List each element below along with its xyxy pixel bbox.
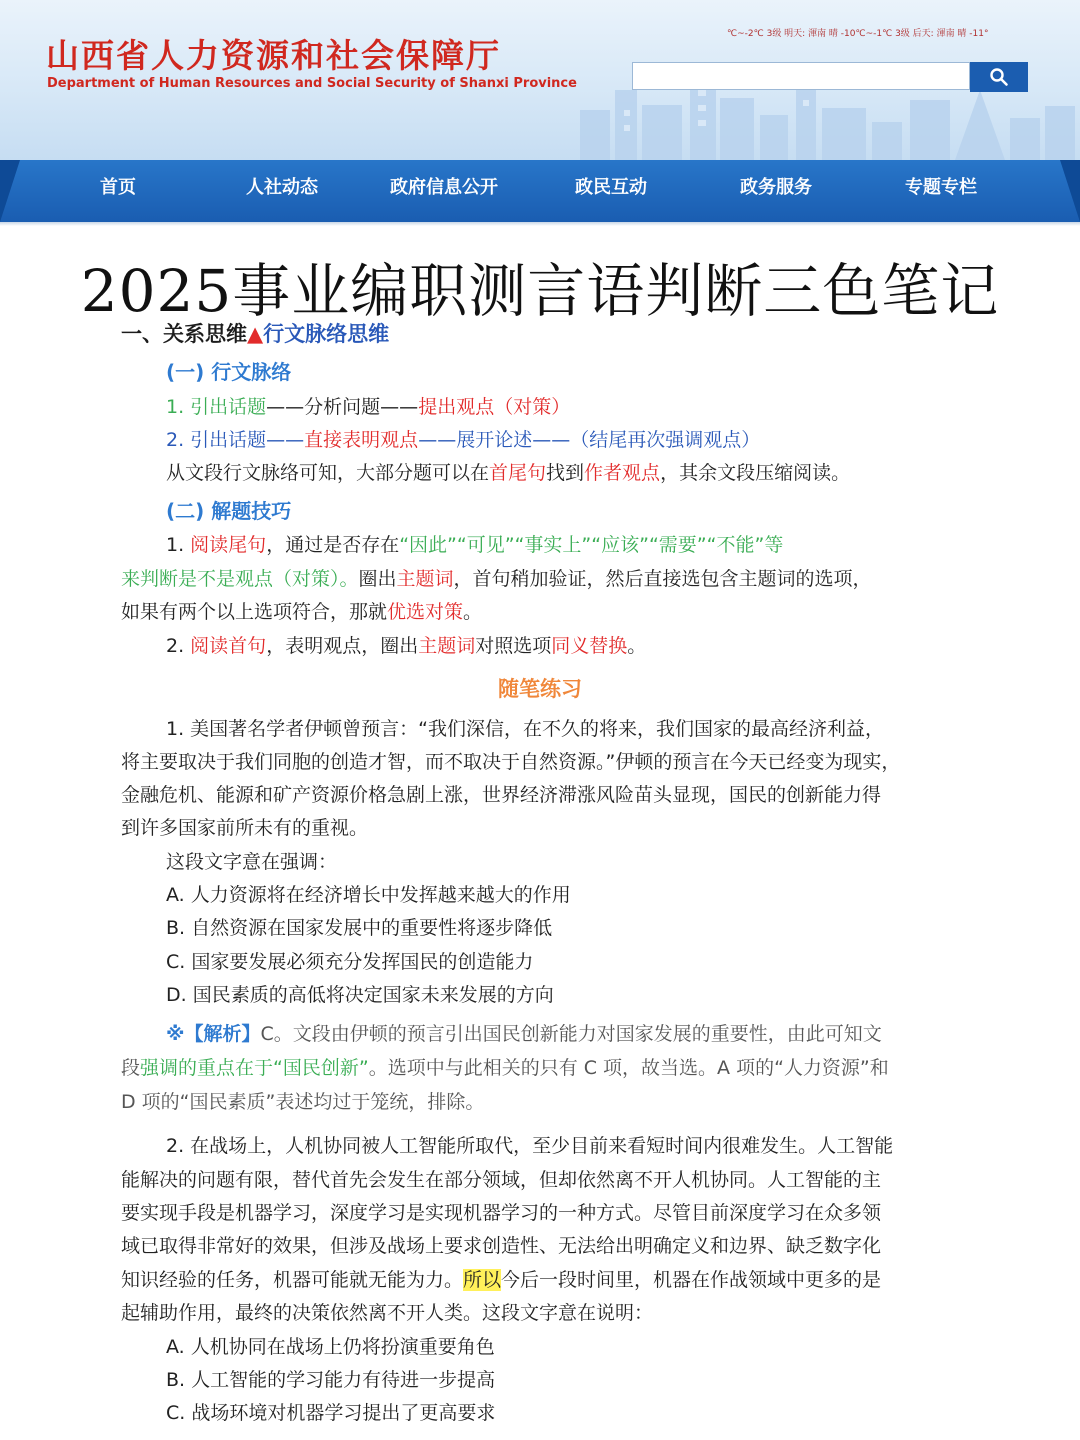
question-1-line: 1. 美国著名学者伊顿曾预言：“我们深信，在不久的将来，我们国家的最高经济利益，: [166, 718, 885, 740]
section-heading-blue: 行文脉络思维: [263, 322, 390, 346]
text-seg: ，通过是否存在: [266, 534, 400, 556]
question-1-option: A. 人力资源将在经济增长中发挥越来越大的作用: [166, 884, 571, 906]
text-seg: 从文段行文脉络可知，大部分题可以在: [166, 462, 490, 484]
text-seg: 。: [627, 635, 647, 657]
tip-line-3: [121, 600, 482, 624]
analysis-1-line: [121, 1056, 889, 1080]
text-seg: 2. 引出话题——: [166, 429, 305, 451]
text-seg: 阅读尾句: [190, 534, 267, 556]
text-seg: 来判断是不是观点（对策）。: [121, 568, 359, 590]
text-seg: ，首句稍加验证，然后直接选包含主题词的选项，: [453, 568, 872, 590]
question-2-line: 要实现手段是机器学习，深度学习是实现机器学习的一种方式。尽管目前深度学习在众多领: [121, 1202, 882, 1224]
question-2-line: 起辅助作用，最终的决策依然离不开人类。这段文字意在说明：: [121, 1302, 654, 1324]
text-seg: 优选对策: [387, 601, 464, 623]
site-logo-subtitle: Department of Human Resources and Social Security of Shanxi Province: [47, 76, 577, 91]
text-seg: 阅读首句: [190, 635, 267, 657]
text-seg: 同义替换: [551, 635, 628, 657]
question-2-line: 域已取得非常好的效果，但涉及战场上要求创造性、无法给出明确定义和边界、缺乏数字化: [121, 1235, 882, 1257]
text-seg: 1.: [166, 534, 191, 556]
highlighted-word: 所以: [463, 1269, 502, 1291]
analysis-1-line: D 项的“国民素质”表述均过于笼统，排除。: [121, 1091, 485, 1113]
text-seg: ，其余文段压缩阅读。: [660, 462, 851, 484]
text-seg: 知识经验的任务，机器可能就无能为力。: [121, 1269, 464, 1291]
analysis-1-line: [166, 1022, 882, 1046]
text-seg: 。选项中与此相关的只有 C 项，故当选。A 项的“人力资源”和: [368, 1057, 889, 1079]
page-title: 2025事业编职测言语判断三色笔记: [80, 257, 1000, 325]
text-seg: 段: [121, 1057, 141, 1079]
nav-item-home[interactable]: 首页: [100, 177, 136, 198]
text-seg: 圈出: [358, 568, 397, 590]
search-input[interactable]: [632, 62, 970, 90]
question-1-prompt: 这段文字意在强调：: [166, 851, 338, 873]
text-seg: ，表明观点，圈出: [266, 635, 419, 657]
question-2-line: [121, 1268, 881, 1292]
text-seg: 。: [463, 601, 483, 623]
practice-heading: 随笔练习: [498, 677, 582, 701]
text-seg: 如果有两个以上选项符合，那就: [121, 601, 388, 623]
text-seg: 2.: [166, 635, 191, 657]
question-1-option: D. 国民素质的高低将决定国家未来发展的方向: [166, 984, 554, 1006]
text-seg: ——分析问题——: [266, 396, 419, 418]
question-1-option: B. 自然资源在国家发展中的重要性将逐步降低: [166, 917, 553, 939]
text-seg: 主题词: [418, 635, 476, 657]
tip-line-2: [121, 567, 872, 591]
section-heading: [121, 322, 389, 346]
text-seg: 今后一段时间里，机器在作战领域中更多的是: [501, 1269, 882, 1291]
tip-line-4: [166, 634, 646, 658]
question-2-option: A. 人机协同在战场上仍将扮演重要角色: [166, 1336, 495, 1358]
text-seg: 对照选项: [475, 635, 552, 657]
nav-item-interaction[interactable]: 政民互动: [575, 177, 647, 198]
section-heading-text: 一、关系思维: [121, 322, 247, 346]
nav-edge-left: [0, 160, 20, 222]
text-seg: 1. 引出话题: [166, 396, 267, 418]
question-1-option: C. 国家要发展必须充分发挥国民的创造能力: [166, 951, 534, 973]
search-button[interactable]: [970, 62, 1028, 92]
text-seg: 主题词: [396, 568, 454, 590]
subsection-heading-1: (一) 行文脉络: [166, 360, 292, 384]
question-1-line: 金融危机、能源和矿产资源价格急剧上涨，世界经济滞涨风险苗头显现，国民的创新能力得: [121, 784, 882, 806]
structure-line-2: [166, 428, 760, 452]
tip-line-1: [166, 533, 783, 557]
nav-item-topics[interactable]: 专题专栏: [905, 177, 977, 198]
triangle-icon: ▲: [247, 322, 264, 346]
text-seg: 首尾句: [489, 462, 547, 484]
analysis-label: ※【解析】: [166, 1023, 261, 1045]
site-header: [0, 0, 1080, 160]
structure-line-1: [166, 395, 570, 419]
subsection-heading-2: (二) 解题技巧: [166, 499, 292, 523]
search-bar: [632, 62, 1028, 92]
nav-item-gov-info[interactable]: 政府信息公开: [390, 177, 498, 198]
nav-item-services[interactable]: 政务服务: [740, 177, 812, 198]
text-seg: 直接表明观点: [304, 429, 419, 451]
question-2-line: 2. 在战场上，人机协同被人工智能所取代，至少目前来看短时间内很难发生。人工智能: [166, 1135, 894, 1157]
text-seg: 作者观点: [584, 462, 661, 484]
question-1-line: 将主要取决于我们同胞的创造才智，而不取决于自然资源。”伊顿的预言在今天已经变为现实，: [121, 751, 901, 773]
main-nav: [0, 160, 1080, 222]
text-seg: ——展开论述——（结尾再次强调观点）: [418, 429, 761, 451]
question-2-option: B. 人工智能的学习能力有待进一步提高: [166, 1369, 496, 1391]
search-icon: [989, 67, 1009, 87]
text-seg: C。文段由伊顿的预言引出国民创新能力对国家发展的重要性，由此可知文: [260, 1023, 882, 1045]
structure-summary: [166, 461, 850, 485]
text-seg: “因此”“可见”“事实上”“应该”“需要”“不能”等: [399, 534, 784, 556]
nav-edge-right: [1060, 160, 1080, 222]
nav-shadow: [0, 222, 1080, 226]
site-logo-title[interactable]: 山西省人力资源和社会保障厅: [46, 36, 501, 75]
question-1-line: 到许多国家前所未有的重视。: [121, 817, 369, 839]
text-seg: 强调的重点在于“国民创新”: [140, 1057, 369, 1079]
text-seg: 提出观点（对策）: [418, 396, 571, 418]
nav-item-news[interactable]: 人社动态: [246, 177, 318, 198]
question-2-line: 能解决的问题有限，替代首先会发生在部分领域，但却依然离不开人机协同。人工智能的主: [121, 1169, 882, 1191]
question-2-option: C. 战场环境对机器学习提出了更高要求: [166, 1402, 496, 1424]
text-seg: 找到: [546, 462, 585, 484]
weather-ticker: ℃~-2℃ 3级 明天: 渾南 晴 -10℃~-1℃ 3级 后天: 渾南 晴 -11°: [727, 29, 989, 39]
